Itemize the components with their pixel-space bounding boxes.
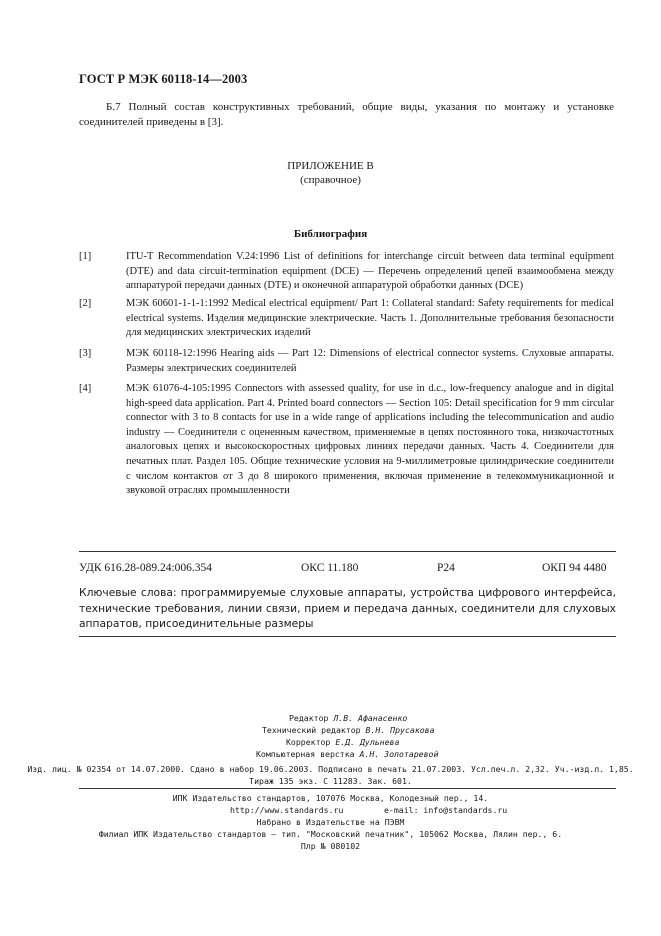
staff-name: В.Н. Прусакова: [365, 725, 435, 735]
staff-name: А.Н. Золотаревой: [359, 749, 439, 759]
bibliography-item-number: [1]: [79, 251, 92, 262]
divider: [79, 788, 616, 789]
group-code: Р24: [437, 562, 455, 574]
bibliography-item: [79, 250, 614, 294]
typeset-note: Набрано в Издательстве на ПЭВМ: [256, 817, 405, 827]
staff-name: Л.В. Афанасенко: [333, 713, 408, 723]
divider: [79, 551, 616, 552]
publisher-email[interactable]: e-mail: info@standards.ru: [384, 805, 508, 815]
bibliography-item-text: МЭК 61076-4-105:1995 Connectors with assessed quality, for use in d.c., low-frequency analogue and in digital high-speed data application. Part 4. Printed board connectors — Section 105: Detail specification for 9 mm circular connector with 3 to 8 contacts for use in a wide range of applications including the telecommunication and audio industry — Соединители с оцененным качеством, применяемые в цепях постоянного тока, низкочастотных аналоговых цепях и высокоскоростных цифровых линиях передачи данных. Часть 4. Соединители для печатных плат. Раздел 105. Общие технические условия на 9-миллиметровые цилиндрические соединители с числом контактов от 3 до 8 широкого применения, включая применение в телекоммуникационной и звуковой отраслях промышленности: [126, 383, 614, 497]
publisher-website[interactable]: http://www.standards.ru: [230, 805, 344, 815]
print-run: Тираж 135 экз. С 11283. Зак. 601.: [249, 776, 412, 786]
plr-number: Плр № 080102: [300, 841, 361, 851]
divider: [79, 636, 616, 637]
oks-code: ОКС 11.180: [301, 562, 359, 574]
keywords: Ключевые слова: программируемые слуховые аппараты, устройства цифрового интерфейса, технические требования, линии связи, прием и передача данных, соединители для слуховых аппаратов, присоединительные размеры: [79, 586, 616, 631]
staff-role: Компьютерная верстка: [256, 749, 355, 759]
staff-role: Корректор: [286, 737, 331, 747]
branch-address: Филиал ИПК Издательство стандартов — тип. "Московский печатник", 105062 Москва, Лялин пер., 6.: [98, 829, 563, 839]
bibliography-item-number: [4]: [79, 383, 92, 394]
bibliography-item-text: ITU-T Recommendation V.24:1996 List of definitions for interchange circuit between data terminal equipment (DTE) and data circuit-termination equipment (DCE) — Перечень определений цепей взаимообмена между аппаратурой передачи данных (DTE) и оконечной аппаратурой обработки данных (DCE): [126, 251, 614, 292]
page-header: ГОСТ Р МЭК 60118-14—2003: [79, 72, 248, 86]
okp-code: ОКП 94 4480: [542, 562, 607, 574]
appendix-title: ПРИЛОЖЕНИЕ В: [287, 160, 374, 172]
bibliography-item: [79, 297, 614, 341]
print-details: Изд. лиц. № 02354 от 14.07.2000. Сдано в набор 19.06.2003. Подписано в печать 21.07.2003. Усл.печ.л. 2,32. Уч.-изд.л. 1,85.: [27, 764, 634, 774]
bibliography-item-number: [3]: [79, 348, 92, 359]
staff-role: Редактор: [289, 713, 329, 723]
bibliography-title: Библиография: [293, 228, 368, 240]
bibliography-item-text: МЭК 60601-1-1-1:1992 Medical electrical equipment/ Part 1: Collateral standard: Safety requirements for medical electrical systems. Изделия медицинские электрические. Часть 1. Дополнительные требования безопасности для медицинских электрических изделий: [126, 298, 614, 339]
udk-code: УДК 616.28-089.24:006.354: [79, 562, 213, 574]
bibliography-item-text: МЭК 60118-12:1996 Hearing aids — Part 12: Dimensions of electrical connector systems. Слуховые аппараты. Размеры электрических соединителей: [126, 348, 614, 374]
publisher-address: ИПК Издательство стандартов, 107076 Москва, Колодезный пер., 14.: [172, 793, 489, 803]
bibliography-item-number: [2]: [79, 298, 92, 309]
staff-name: Е.Д. Дульнева: [335, 737, 400, 747]
clause-b7: Б.7 Полный состав конструктивных требований, общие виды, указания по монтажу и установке соединителей приведены в [3].: [79, 101, 614, 128]
staff-role: Технический редактор: [262, 725, 361, 735]
bibliography-item: [79, 347, 614, 376]
appendix-subtitle: (справочное): [300, 174, 361, 186]
bibliography-item: [79, 382, 614, 499]
